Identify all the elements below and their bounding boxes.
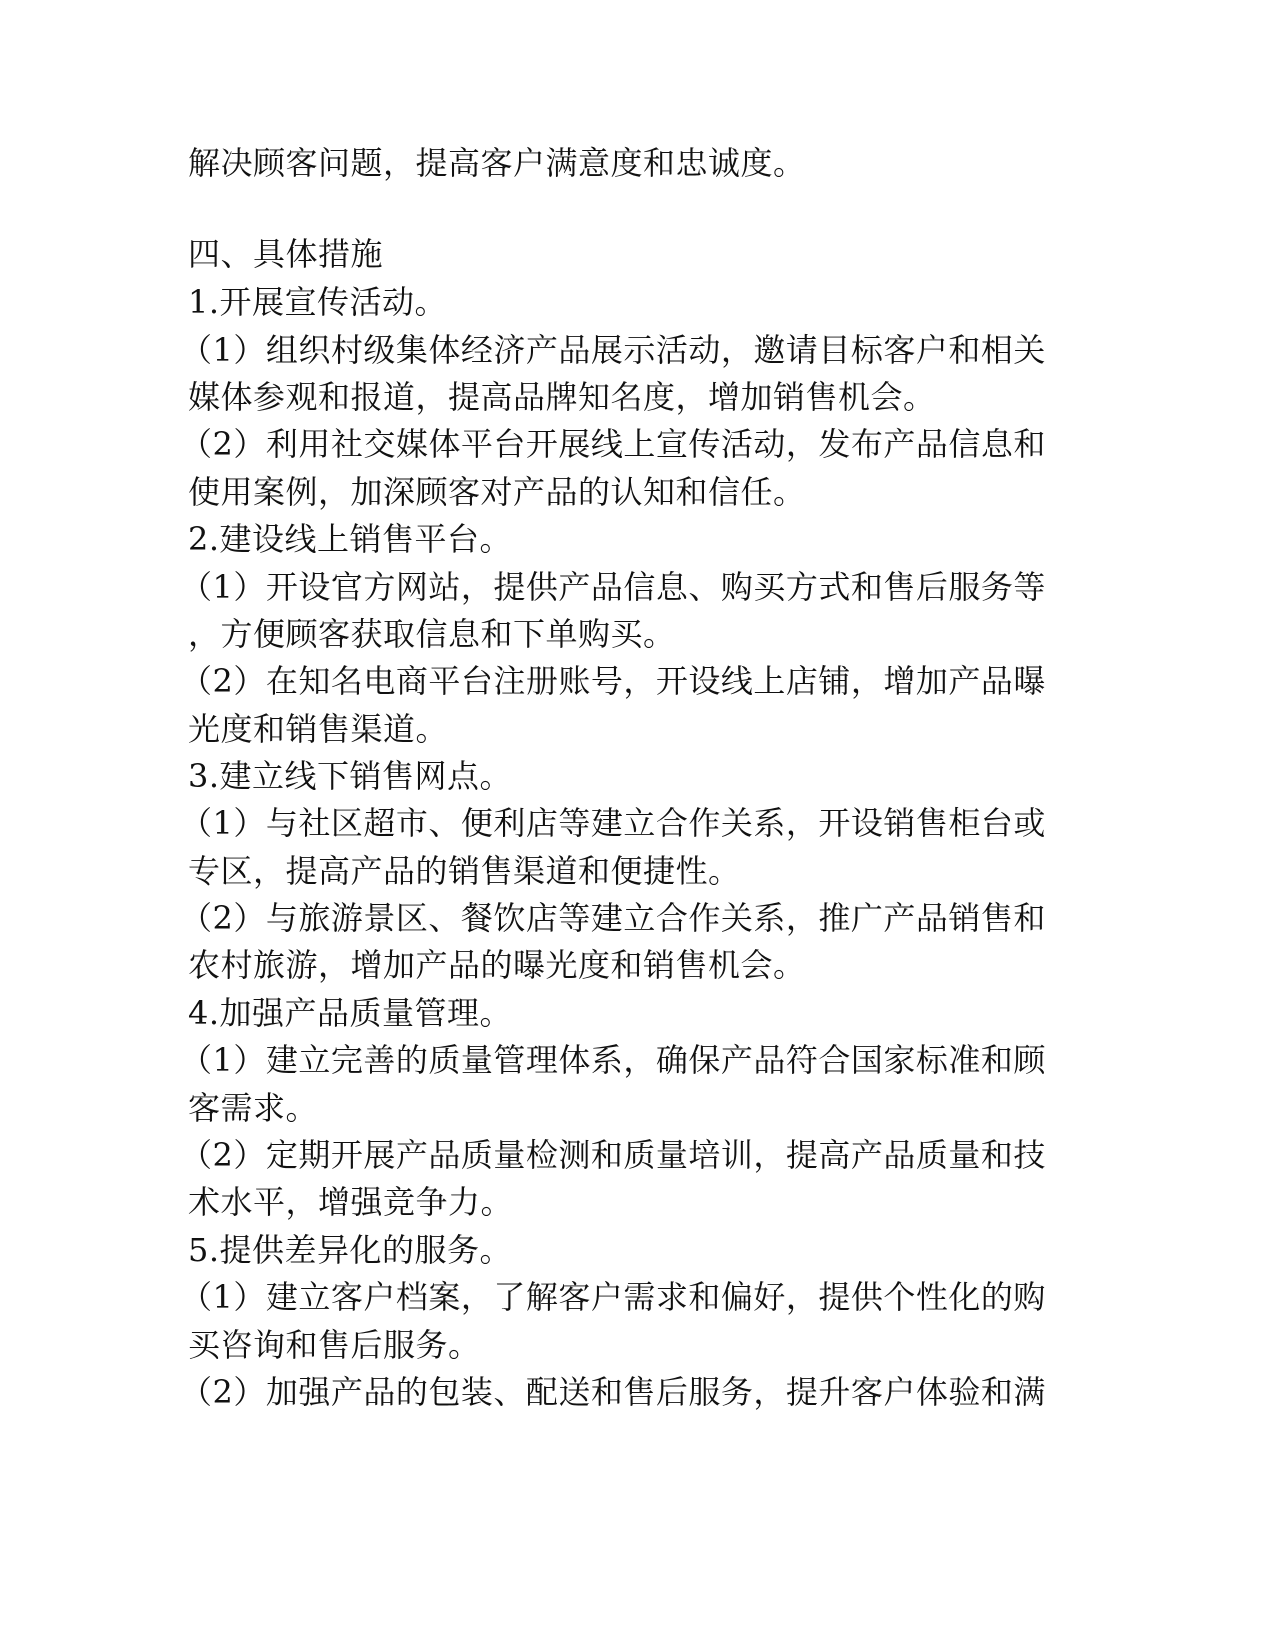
paragraph-line: 解决顾客问题，提高客户满意度和忠诚度。 [188, 144, 806, 182]
list-item-line: （2）与旅游景区、餐饮店等建立合作关系，推广产品销售和 [180, 899, 1046, 937]
list-item-line: 光度和销售渠道。 [188, 710, 449, 748]
subsection-heading: 4.加强产品质量管理。 [188, 994, 513, 1032]
list-item-line: （2）加强产品的包装、配送和售后服务，提升客户体验和满 [180, 1373, 1046, 1411]
list-item-line: 农村旅游，增加产品的曝光度和销售机会。 [188, 946, 806, 984]
list-item-line: 媒体参观和报道，提高品牌知名度，增加销售机会。 [188, 378, 936, 416]
subsection-heading: 2.建设线上销售平台。 [188, 520, 513, 558]
list-item-line: （1）组织村级集体经济产品展示活动，邀请目标客户和相关 [180, 331, 1046, 369]
list-item-line: （1）与社区超市、便利店等建立合作关系，开设销售柜台或 [180, 804, 1046, 842]
list-item-line: ，方便顾客获取信息和下单购买。 [188, 615, 676, 653]
list-item-line: （2）定期开展产品质量检测和质量培训，提高产品质量和技 [180, 1136, 1046, 1174]
section-heading: 四、具体措施 [188, 235, 384, 273]
subsection-heading: 5.提供差异化的服务。 [188, 1231, 513, 1269]
list-item-line: （1）建立完善的质量管理体系，确保产品符合国家标准和顾 [180, 1041, 1046, 1079]
list-item-line: 使用案例，加深顾客对产品的认知和信任。 [188, 473, 806, 511]
list-item-line: （1）建立客户档案，了解客户需求和偏好，提供个性化的购 [180, 1278, 1046, 1316]
list-item-line: （1）开设官方网站，提供产品信息、购买方式和售后服务等 [180, 568, 1046, 606]
list-item-line: 专区，提高产品的销售渠道和便捷性。 [188, 852, 741, 890]
list-item-line: （2）在知名电商平台注册账号，开设线上店铺，增加产品曝 [180, 662, 1046, 700]
list-item-line: 客需求。 [188, 1089, 319, 1127]
list-item-line: 术水平，增强竞争力。 [188, 1183, 514, 1221]
subsection-heading: 1.开展宣传活动。 [188, 283, 448, 321]
subsection-heading: 3.建立线下销售网点。 [188, 757, 513, 795]
list-item-line: 买咨询和售后服务。 [188, 1326, 481, 1364]
list-item-line: （2）利用社交媒体平台开展线上宣传活动，发布产品信息和 [180, 425, 1046, 463]
